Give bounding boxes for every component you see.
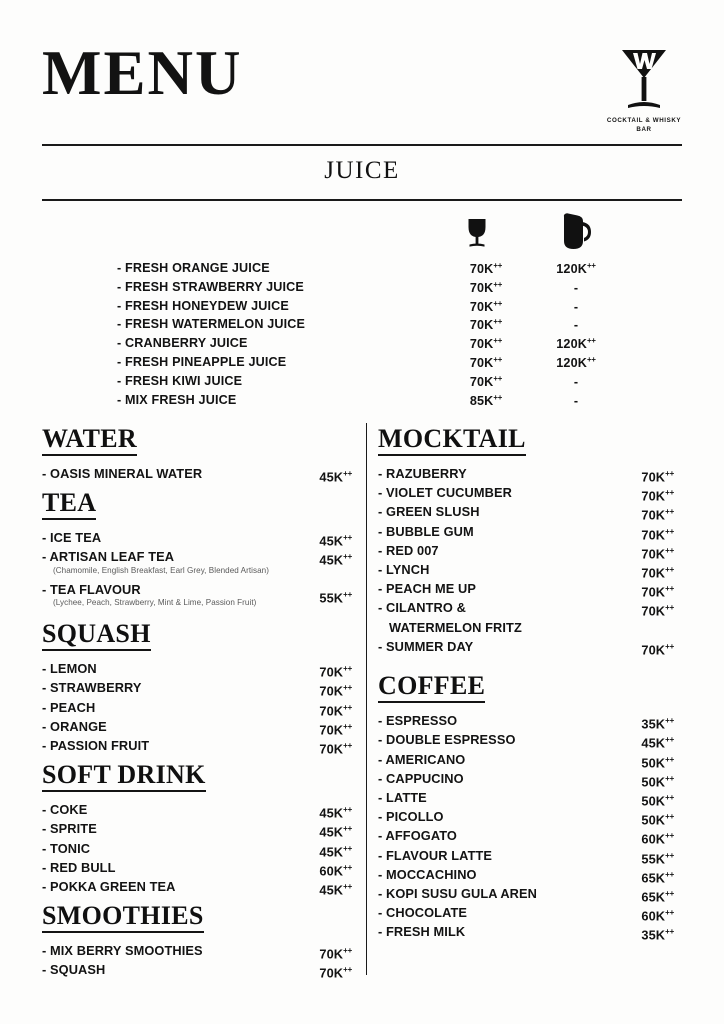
list-item <box>378 541 674 560</box>
list-item <box>42 659 352 678</box>
item-price: 50K++ <box>641 812 674 828</box>
item-name: - PICOLLO <box>378 809 444 825</box>
list-item <box>378 560 674 579</box>
item-price: 60K++ <box>641 831 674 847</box>
item-price: 70K++ <box>641 584 674 600</box>
item-price: 45K++ <box>319 469 352 485</box>
item-name: - RAZUBERRY <box>378 466 467 482</box>
section-heading-smoothies: SMOOTHIES <box>42 902 204 933</box>
juice-name: - FRESH WATERMELON JUICE <box>117 317 306 332</box>
juice-pitcher-price: - <box>573 374 579 389</box>
list-item <box>42 858 352 877</box>
logo-line-2: BAR <box>636 125 652 133</box>
item-price: 45K++ <box>319 824 352 840</box>
item-price: 45K++ <box>641 735 674 751</box>
list-item <box>42 528 352 547</box>
item-price: 45K++ <box>319 881 352 898</box>
item-name: - SQUASH <box>42 962 106 978</box>
item-description: (Chamomile, English Breakfast, Earl Grey, Blended Artisan) <box>53 566 269 576</box>
juice-name: - FRESH PINEAPPLE JUICE <box>117 354 287 369</box>
item-price: 45K++ <box>319 843 352 859</box>
item-name: - FRESH MILK <box>378 924 466 940</box>
item-name: - KOPI SUSU GULA AREN <box>378 885 537 901</box>
item-price: 70K++ <box>319 664 352 680</box>
item-name: - DOUBLE ESPRESSO <box>378 732 516 748</box>
juice-pitcher-price: - <box>573 280 579 295</box>
right-column <box>378 425 674 942</box>
juice-row <box>0 393 724 412</box>
juice-pitcher-price: 120K++ <box>556 261 596 277</box>
list-item <box>42 678 352 697</box>
item-price: 70K++ <box>641 603 674 619</box>
list-item <box>42 839 352 858</box>
juice-glass-price: 70K++ <box>469 317 503 333</box>
section-heading-water: WATER <box>42 425 137 456</box>
section-squash <box>42 620 352 651</box>
item-price: 35K++ <box>641 927 674 943</box>
item-name: - LATTE <box>378 789 427 805</box>
list-item <box>378 826 674 845</box>
item-price: 70K++ <box>319 946 352 962</box>
juice-row <box>0 374 724 393</box>
item-name: - VIOLET CUCUMBER <box>378 485 512 501</box>
list-item <box>42 800 352 819</box>
item-price: 65K++ <box>641 888 674 905</box>
item-name: - AMERICANO <box>378 751 466 767</box>
item-price: 70K++ <box>319 740 352 757</box>
item-price: 70K++ <box>319 683 352 699</box>
juice-pitcher-price: 120K++ <box>556 336 596 352</box>
item-description: (Lychee, Peach, Strawberry, Mint & Lime, Passion Fruit) <box>53 598 257 608</box>
item-name: - ORANGE <box>42 718 107 734</box>
juice-glass-price: 70K++ <box>469 336 503 352</box>
item-price: 70K++ <box>641 488 674 504</box>
item-name: - MIX BERRY SMOOTHIES <box>42 943 203 959</box>
juice-row <box>0 317 724 336</box>
item-price: 70K++ <box>641 545 674 562</box>
item-name: - OASIS MINERAL WATER <box>42 466 203 482</box>
juice-list <box>0 261 724 411</box>
list-item <box>378 750 674 769</box>
left-column <box>42 425 352 980</box>
list-item <box>378 502 674 521</box>
item-name: - MOCCACHINO <box>378 866 477 882</box>
item-name: - ICE TEA <box>42 530 102 546</box>
juice-name: - MIX FRESH JUICE <box>117 392 237 407</box>
list-item <box>42 819 352 838</box>
list-item <box>378 464 674 483</box>
item-name: - RED 007 <box>378 542 439 558</box>
list-item <box>378 884 674 903</box>
logo-line-1: COCKTAIL & WHISKY <box>606 117 682 124</box>
juice-glass-price: 70K++ <box>469 354 503 371</box>
list-item <box>42 960 352 979</box>
list-item <box>378 865 674 884</box>
juice-name: - FRESH STRAWBERRY JUICE <box>117 279 304 294</box>
item-price: 70K++ <box>641 469 674 485</box>
list-item <box>42 698 352 717</box>
page-header <box>0 0 724 140</box>
item-price: 45K++ <box>319 533 352 549</box>
juice-row <box>0 261 724 280</box>
list-item <box>378 922 674 941</box>
section-smoothies <box>42 902 352 933</box>
section-heading-soft-drink: SOFT DRINK <box>42 761 206 792</box>
juice-pitcher-price: - <box>573 393 579 408</box>
section-coffee <box>378 672 674 703</box>
item-price: 45K++ <box>319 805 352 821</box>
item-price: 55K++ <box>641 850 674 866</box>
item-price: 55K++ <box>319 589 352 606</box>
item-name: - SPRITE <box>42 821 97 837</box>
list-item <box>378 788 674 807</box>
item-price: 70K++ <box>641 526 674 542</box>
juice-name: - FRESH KIWI JUICE <box>117 373 243 388</box>
list-item <box>42 877 352 896</box>
item-name: - SUMMER DAY <box>378 638 474 654</box>
list-item <box>378 637 674 656</box>
item-name: - AFFOGATO <box>378 828 457 844</box>
item-price: 70K++ <box>319 965 352 981</box>
list-item <box>378 483 674 502</box>
pitcher-icon <box>558 211 594 258</box>
item-price: 50K++ <box>641 754 674 770</box>
juice-row <box>0 355 724 374</box>
list-item <box>378 711 674 730</box>
list-item <box>378 730 674 749</box>
item-price: 60K++ <box>641 908 674 924</box>
list-item <box>378 846 674 865</box>
list-item <box>378 579 674 598</box>
item-name: - STRAWBERRY <box>42 680 142 696</box>
item-price: 45K++ <box>319 552 352 568</box>
section-heading-squash: SQUASH <box>42 620 151 651</box>
item-name: - ESPRESSO <box>378 713 458 729</box>
list-item <box>378 769 674 788</box>
list-item <box>378 522 674 541</box>
juice-name: - CRANBERRY JUICE <box>117 336 248 351</box>
item-name: - CHOCOLATE <box>378 905 468 921</box>
item-price: 60K++ <box>319 862 352 879</box>
item-name: - LYNCH <box>378 562 430 578</box>
juice-pitcher-price: - <box>573 318 579 333</box>
section-tea <box>42 489 352 520</box>
list-item <box>42 464 352 483</box>
juice-pitcher-price: - <box>573 299 579 314</box>
item-name: - CILANTRO & <box>378 600 466 616</box>
juice-name: - FRESH HONEYDEW JUICE <box>117 298 289 313</box>
juice-banner-title: JUICE <box>324 157 400 184</box>
section-heading-coffee: COFFEE <box>378 672 485 703</box>
juice-name: - FRESH ORANGE JUICE <box>117 261 270 275</box>
section-heading-tea: TEA <box>42 489 96 520</box>
item-price: 50K++ <box>641 773 674 789</box>
list-item <box>42 941 352 960</box>
item-name: - CAPPUCINO <box>378 770 464 786</box>
item-name: - RED BULL <box>42 859 116 875</box>
cocktail-glass-icon <box>602 42 686 116</box>
list-item <box>42 717 352 736</box>
juice-glass-price: 70K++ <box>469 298 503 314</box>
brand-logo <box>602 42 686 134</box>
item-name: - GREEN SLUSH <box>378 504 480 520</box>
juice-pitcher-price: 120K++ <box>556 354 596 371</box>
item-price: 70K++ <box>641 507 674 523</box>
juice-glass-price: 70K++ <box>469 279 503 295</box>
item-name: - BUBBLE GUM <box>378 523 474 539</box>
list-item <box>42 547 352 566</box>
item-name: - PEACH ME UP <box>378 581 476 597</box>
divider-under-banner <box>42 199 682 201</box>
item-name: - FLAVOUR LATTE <box>378 847 493 863</box>
juice-glass-price: 70K++ <box>469 261 503 277</box>
item-price: 70K++ <box>319 721 352 737</box>
glass-icon <box>462 216 492 255</box>
item-name: - TONIC <box>42 840 91 856</box>
section-mocktail <box>378 425 674 456</box>
item-name: - ARTISAN LEAF TEA <box>42 549 175 565</box>
item-name: - PASSION FRUIT <box>42 737 150 753</box>
item-price: 65K++ <box>641 869 674 885</box>
page-title: MENU <box>42 38 243 108</box>
juice-row <box>0 336 724 355</box>
juice-row <box>0 280 724 299</box>
column-divider <box>366 423 367 975</box>
list-item <box>42 736 352 755</box>
item-name: - TEA FLAVOUR <box>42 581 141 597</box>
item-name: - LEMON <box>42 661 97 677</box>
juice-row <box>0 299 724 318</box>
item-name: - COKE <box>42 802 88 818</box>
item-price: 70K++ <box>319 702 352 718</box>
juice-glass-price: 85K++ <box>469 392 503 408</box>
list-item <box>378 598 674 636</box>
item-name: - PEACH <box>42 699 96 715</box>
divider-top <box>42 144 682 146</box>
list-item <box>378 903 674 922</box>
section-soft-drink <box>42 761 352 792</box>
item-price: 50K++ <box>641 792 674 809</box>
juice-glass-price: 70K++ <box>469 373 503 389</box>
item-price: 70K++ <box>641 641 674 658</box>
item-name-line2: WATERMELON FRITZ <box>389 619 522 635</box>
section-water <box>42 425 352 456</box>
item-price: 35K++ <box>641 716 674 732</box>
item-name: - POKKA GREEN TEA <box>42 878 176 894</box>
section-heading-mocktail: MOCKTAIL <box>378 425 526 456</box>
item-price: 70K++ <box>641 565 674 581</box>
list-item <box>378 807 674 826</box>
